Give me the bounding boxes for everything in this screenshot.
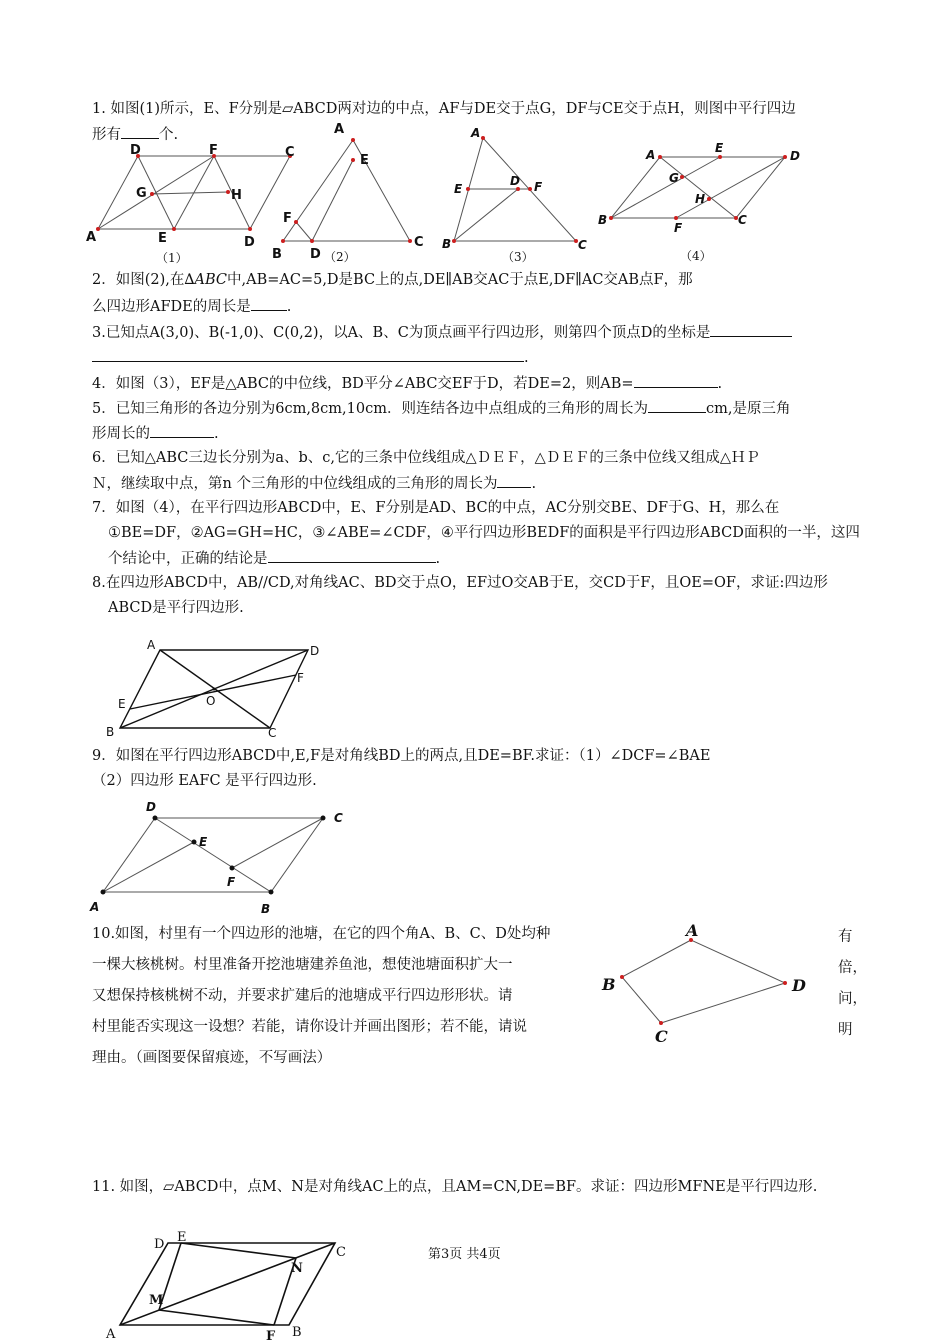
q10-line5: 理由。（画图要保留痕迹，不写画法）: [92, 1050, 332, 1066]
q3-line1: [92, 320, 862, 346]
fig3-label-C: C: [578, 238, 587, 252]
q8-line1: 8.在四边形ABCD中，AB//CD,对角线AC、BD交于点O，EF过O交AB于E，交CD于F，且OE=OF，求证:四边形: [92, 575, 828, 591]
q6-line2: [92, 471, 862, 497]
fig2-label-F: F: [283, 211, 292, 226]
fig3-label-F: F: [534, 180, 543, 194]
fig11-label-F: F: [266, 1329, 276, 1344]
answer-blank[interactable]: [710, 320, 792, 337]
fig3-label-E: E: [454, 182, 463, 196]
answer-blank[interactable]: [92, 345, 524, 362]
q7-line2: ①BE=DF，②AG=GH=HC，③∠ABE=∠CDF，④平行四边形BEDF的面积是平行四边形ABCD面积的一半，这四: [108, 525, 860, 541]
q10-line3: 又想保持核桃树不动，并要求扩建后的池塘成平行四边形形状。请: [92, 988, 513, 1004]
q9-line1: 9．如图在平行四边形ABCD中,E,F是对角线BD上的两点,且DE=BF.求证：（1）∠DCF=∠BAE: [92, 748, 711, 764]
fig1-label-C: C: [285, 145, 295, 160]
fig4-label-F: F: [674, 221, 683, 235]
fig8-label-F: F: [297, 671, 304, 685]
q8-line2: ABCD是平行四边形.: [108, 600, 244, 616]
answer-blank[interactable]: [634, 371, 718, 388]
fig11-label-A: A: [106, 1327, 116, 1342]
q2-text: 2．如图(2),在: [92, 272, 185, 288]
q5-text: 5．已知三角形的各边分别为6cm,8cm,10cm．则连结各边中点组成的三角形的周长为: [92, 401, 648, 417]
fig4-label-A: A: [646, 148, 656, 162]
fig9-label-F: F: [227, 875, 236, 889]
q5-text2: 形周长的: [92, 426, 150, 442]
fig3-label-B: B: [442, 237, 452, 251]
answer-blank[interactable]: [268, 546, 436, 563]
q7-text3: 个结论中，正确的结论是: [108, 551, 268, 567]
page-footer: 第3页 共4页: [428, 1247, 501, 1262]
answer-blank[interactable]: [121, 122, 159, 139]
fig10-label-D: D: [792, 976, 806, 995]
fig9-label-E: E: [199, 835, 208, 849]
q3-text2: .: [524, 350, 529, 366]
figure-2: [270, 118, 440, 268]
fig1-label-F: F: [209, 143, 218, 158]
fig3-label-D: D: [510, 174, 520, 188]
fig1-label-A: A: [86, 230, 97, 245]
fig9-label-A: A: [90, 900, 100, 914]
q10-side-words: [838, 922, 868, 1046]
fig2-label-A: A: [334, 122, 345, 137]
fig10-label-A: A: [686, 921, 699, 940]
q6-text3: .: [531, 476, 537, 492]
figure-8: [100, 630, 340, 745]
q2-text-b: 中,AB=AC=5,D是BC上的点,DE∥AB交AC于点E,DF∥AC交AB点F，那: [227, 272, 693, 288]
q10-side-2: 问，: [838, 991, 867, 1007]
q10-side-3: 明: [838, 1022, 853, 1038]
q3-line2: [92, 345, 862, 371]
fig11-label-C: C: [336, 1245, 346, 1260]
q2-text3: .: [286, 299, 292, 315]
q1-text3: 个.: [159, 127, 179, 143]
answer-blank[interactable]: [251, 294, 287, 311]
fig8-label-A: A: [147, 638, 156, 652]
fig8-label-O: O: [206, 694, 216, 708]
fig11-label-E: E: [177, 1230, 187, 1245]
fig2-label-D: D: [310, 247, 321, 262]
q3-text: 3.已知点A(3,0)、B(-1,0)、C(0,2)，以A、B、C为顶点画平行四边形，则第四个顶点D的坐标是: [92, 325, 711, 341]
figure-11: [100, 1222, 360, 1344]
q2-line2: [92, 294, 862, 320]
fig4-label-G: G: [669, 171, 679, 185]
q1-line1: 1. 如图(1)所示，E、F分别是▱ABCD两对边的中点，AF与DE交于点G，DF与CE交于点H，则图中平行四边: [92, 101, 796, 117]
fig11-label-M: M: [149, 1293, 164, 1308]
fig4-label-C: C: [738, 213, 747, 227]
answer-blank[interactable]: [648, 396, 706, 413]
fig8-label-E: E: [118, 697, 126, 711]
fig3-caption: （3）: [502, 250, 534, 264]
fig1-label-H: H: [231, 188, 242, 203]
fig1-caption: （1）: [156, 251, 188, 265]
fig1-label-D2: D: [244, 235, 255, 250]
figure-9: [85, 795, 365, 920]
q10-line4: 村里能否实现这一设想？若能，请你设计并画出图形；若不能，请说: [92, 1019, 527, 1035]
fig10-label-C: C: [655, 1027, 668, 1046]
fig4-label-E: E: [715, 141, 724, 155]
q2-triangle: ∆ABC: [184, 272, 227, 288]
q6-text2: Ｎ，继续取中点，第n 个三角形的中位线组成的三角形的周长为: [92, 476, 498, 492]
fig11-label-D: D: [154, 1237, 165, 1252]
fig2-caption: （2）: [324, 250, 356, 264]
figure-3: [440, 125, 610, 265]
q4-text2: .: [717, 376, 723, 392]
fig3-label-A: A: [471, 126, 481, 140]
q5-text-b: cm,是原三角: [705, 401, 791, 417]
q11-line: 11. 如图，▱ABCD中，点M、N是对角线AC上的点，且AM=CN,DE=BF。求证：四边形MFNE是平行四边形.: [92, 1179, 818, 1195]
q4-line: [92, 371, 862, 397]
q5-line2: [92, 421, 862, 447]
q2-line1: [92, 268, 862, 293]
figure-10: [595, 918, 825, 1048]
fig4-caption: （4）: [680, 249, 712, 263]
fig8-label-B: B: [106, 725, 115, 739]
q9-line2: （2）四边形 EAFC 是平行四边形.: [92, 773, 317, 789]
fig4-label-H: H: [695, 192, 706, 206]
fig2-label-B: B: [272, 247, 282, 262]
q5-text3: .: [214, 426, 219, 442]
fig9-label-C: C: [334, 811, 343, 825]
q10-line2: 一棵大核桃树。村里准备开挖池塘建养鱼池，想使池塘面积扩大一: [92, 957, 513, 973]
q7-line3: [108, 546, 878, 572]
fig2-label-C: C: [414, 235, 424, 250]
fig8-label-C: C: [268, 726, 277, 740]
q10-line1: 10.如图，村里有一个四边形的池塘，在它的四个角A、B、C、D处均种: [92, 926, 551, 942]
q10-side-0: 有: [838, 929, 853, 945]
fig4-label-B: B: [598, 213, 608, 227]
q10-side-1: 倍，: [838, 960, 867, 976]
fig9-label-B: B: [261, 902, 271, 916]
q2-text2: 么四边形AFDE的周长是: [92, 299, 251, 315]
q6-line1: 6．已知△ABC三边长分别为a、b、c,它的三条中位线组成△ＤＥＦ，△ＤＥＦ的三条中位线又组成△ＨＰ: [92, 450, 760, 466]
q5-line1: [92, 396, 862, 422]
q4-text: 4．如图（3），EF是△ABC的中位线，BD平分∠ABC交EF于D，若DE=2，则AB=: [92, 376, 634, 392]
fig9-label-D: D: [146, 800, 156, 814]
q7-line1: 7．如图（4），在平行四边形ABCD中，E、F分别是AD、BC的中点，AC分别交BE、DF于G、H，那么在: [92, 500, 780, 516]
fig11-label-N: N: [291, 1261, 303, 1276]
fig2-label-E: E: [360, 153, 369, 168]
fig1-label-D: D: [130, 143, 141, 158]
fig1-label-G: G: [136, 186, 147, 201]
fig10-label-B: B: [602, 975, 616, 994]
answer-blank[interactable]: [150, 421, 214, 438]
q1-text2: 形有: [92, 127, 121, 143]
figure-4: [595, 140, 815, 265]
fig4-label-D: D: [790, 149, 800, 163]
fig1-label-E: E: [158, 231, 167, 246]
fig8-label-D: D: [310, 644, 320, 658]
fig11-label-B: B: [292, 1325, 302, 1340]
q7-text4: .: [435, 551, 441, 567]
answer-blank[interactable]: [497, 471, 531, 488]
